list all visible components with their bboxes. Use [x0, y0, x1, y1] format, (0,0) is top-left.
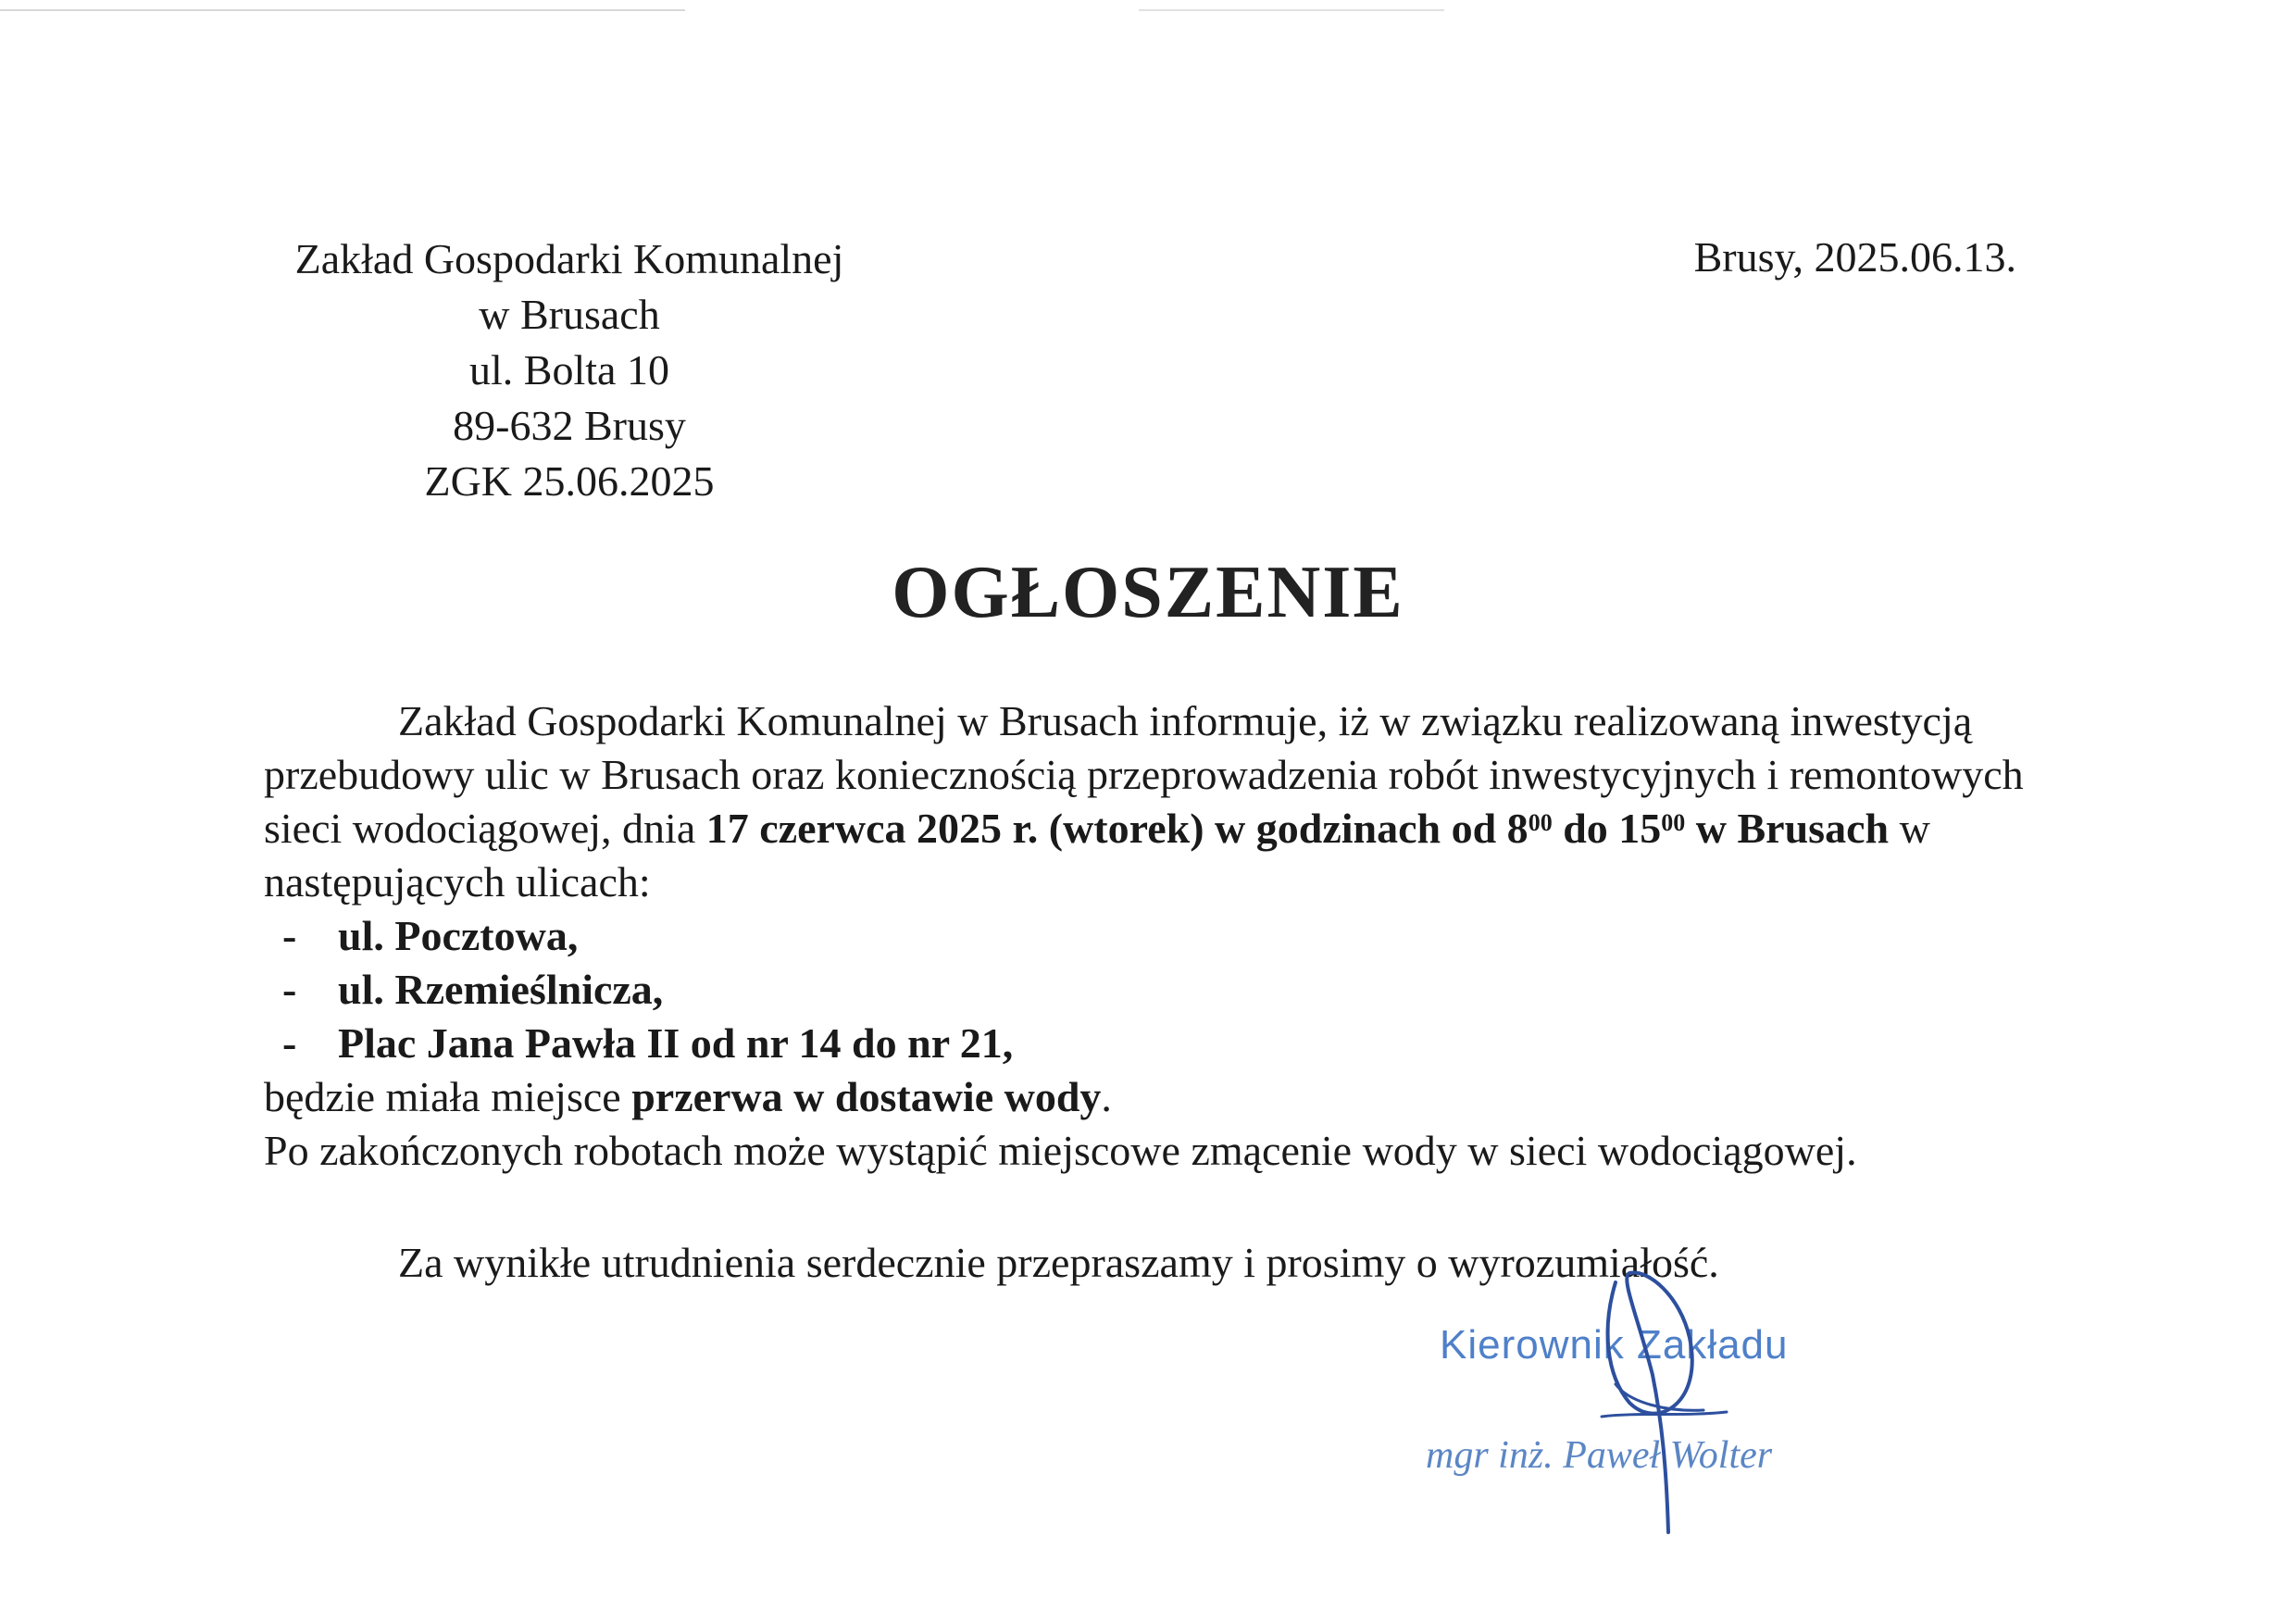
sender-name: Zakład Gospodarki Komunalnej: [294, 235, 844, 282]
date-time-bold: 17 czerwca 2025 r. (wtorek) w godzinach od 8: [705, 805, 1529, 852]
announcement-body: [264, 694, 2060, 1178]
scan-edge-line: [0, 9, 685, 11]
paragraph-text-end: w następujących ulicach:: [264, 805, 1930, 906]
announcement-paragraph: [264, 694, 2060, 909]
interruption-bold: przerwa w dostawie wody: [631, 1073, 1102, 1120]
handwritten-signature-icon: [1565, 1264, 1750, 1542]
street-name: Plac Jana Pawła II od nr 14 do nr 21,: [338, 1019, 1014, 1067]
scan-edge-line: [1139, 9, 1444, 11]
place-date: Brusy, 2025.06.13.: [1693, 233, 2016, 281]
list-dash: -: [282, 912, 297, 959]
end-time-bold: do 15: [1552, 805, 1662, 852]
location-bold: w Brusach: [1685, 805, 1890, 852]
sender-address-block: [264, 231, 875, 509]
sender-reference: ZGK 25.06.2025: [424, 457, 715, 505]
turbidity-notice: Po zakończonych robotach może wystąpić miejscowe zmącenie wody w sieci wodociągowej.: [264, 1127, 1857, 1174]
interruption-period: .: [1101, 1073, 1112, 1120]
street-list-item: [264, 963, 2060, 1017]
stamp-title: Kierownik Zakładu: [1440, 1322, 1789, 1368]
start-minutes: 00: [1528, 809, 1553, 836]
street-name: ul. Pocztowa,: [338, 912, 579, 959]
street-name: ul. Rzemieślnicza,: [338, 966, 664, 1013]
sender-street: ul. Bolta 10: [469, 346, 669, 394]
paragraph-text: Zakład Gospodarki Komunalnej w Brusach informuje, iż w związku realizowaną inwestycją przebudowy ulic w Brusach oraz koniecznością przeprowadzenia robót inwestycyjnych i remontowych sieci wodociągowej, dnia: [264, 697, 2024, 852]
list-dash: -: [282, 1019, 297, 1067]
stamp-name: mgr inż. Paweł Wolter: [1426, 1434, 1773, 1477]
street-list-item: [264, 1017, 2060, 1070]
sender-town: w Brusach: [479, 291, 660, 338]
interruption-text: będzie miała miejsce: [264, 1073, 632, 1120]
interruption-line: [264, 1070, 2060, 1124]
end-minutes: 00: [1661, 809, 1686, 836]
street-list-item: [264, 909, 2060, 963]
document-title: OGŁOSZENIE: [892, 552, 1404, 633]
closing-apology: Za wynikłe utrudnienia serdecznie przepraszamy i prosimy o wyrozumiałość.: [398, 1239, 1719, 1286]
sender-postcode: 89-632 Brusy: [453, 402, 686, 449]
list-dash: -: [282, 966, 297, 1013]
